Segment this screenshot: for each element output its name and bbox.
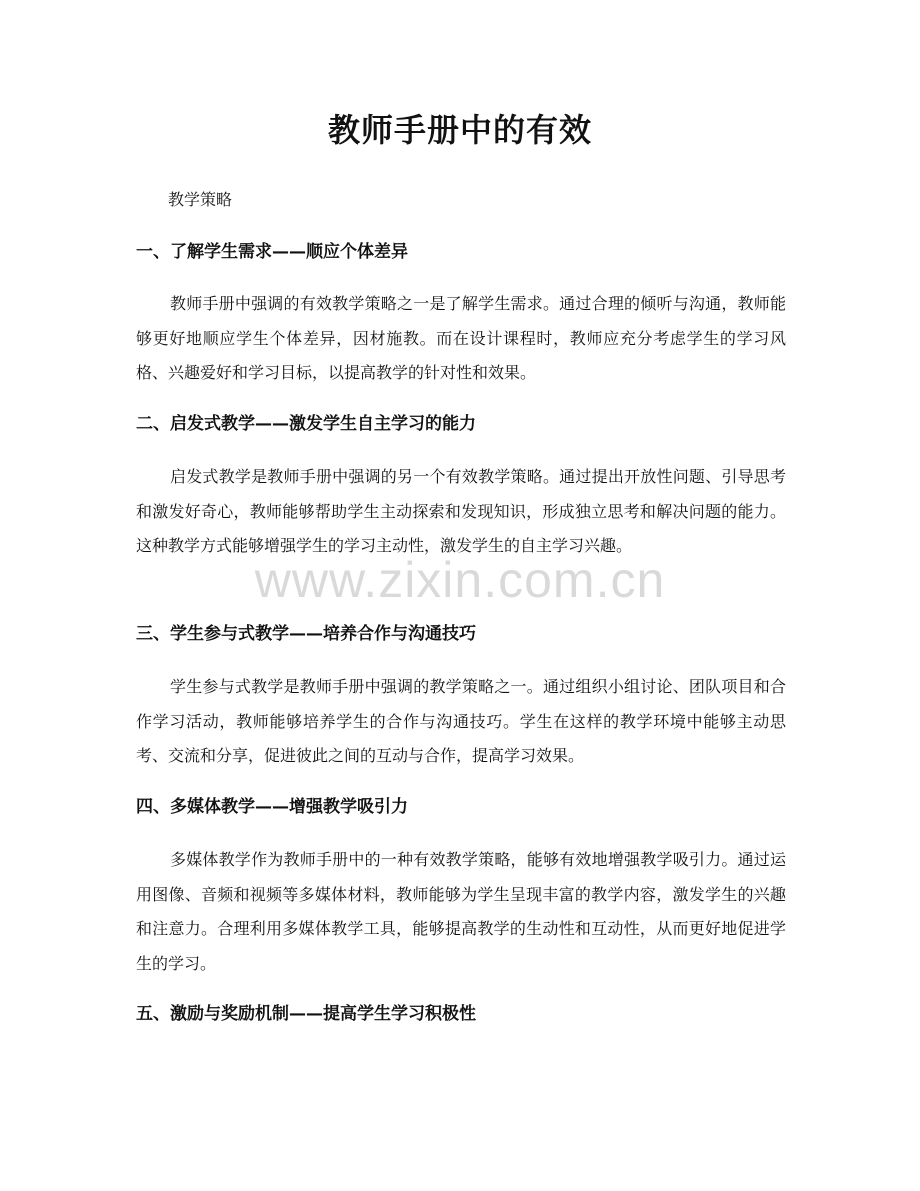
section-heading-5: 五、激励与奖励机制——提高学生学习积极性 (136, 1004, 476, 1024)
section-heading-2: 二、启发式教学——激发学生自主学习的能力 (136, 414, 476, 434)
document-title: 教师手册中的有效 (327, 111, 592, 149)
section-body-4: 多媒体教学作为教师手册中的一种有效教学策略，能够有效地增强教学吸引力。通过运用图像、音频和视频等多媒体材料，教师能够为学生呈现丰富的教学内容，激发学生的兴趣和注意力。合理利用多媒体教学工具，能够提高教学的生动性和互动性，从而更好地促进学生的学习。 (136, 850, 786, 973)
section-heading-3: 三、学生参与式教学——培养合作与沟通技巧 (136, 624, 476, 644)
watermark: www.zixin.com.cn (254, 552, 666, 608)
document-subtitle: 教学策略 (168, 190, 233, 209)
section-body-1: 教师手册中强调的有效教学策略之一是了解学生需求。通过合理的倾听与沟通，教师能够更好地顺应学生个体差异，因材施教。而在设计课程时，教师应充分考虑学生的学习风格、兴趣爱好和学习目标，以提高教学的针对性和效果。 (136, 294, 786, 382)
section-heading-1: 一、了解学生需求——顺应个体差异 (136, 242, 408, 262)
section-body-3: 学生参与式教学是教师手册中强调的教学策略之一。通过组织小组讨论、团队项目和合作学习活动，教师能够培养学生的合作与沟通技巧。学生在这样的教学环境中能够主动思考、交流和分享，促进彼此之间的互动与合作，提高学习效果。 (136, 677, 786, 765)
section-body-2: 启发式教学是教师手册中强调的另一个有效教学策略。通过提出开放性问题、引导思考和激发好奇心，教师能够帮助学生主动探索和发现知识，形成独立思考和解决问题的能力。这种教学方式能够增强学生的学习主动性，激发学生的自主学习兴趣。 (136, 467, 786, 555)
section-heading-4: 四、多媒体教学——增强教学吸引力 (136, 797, 408, 817)
